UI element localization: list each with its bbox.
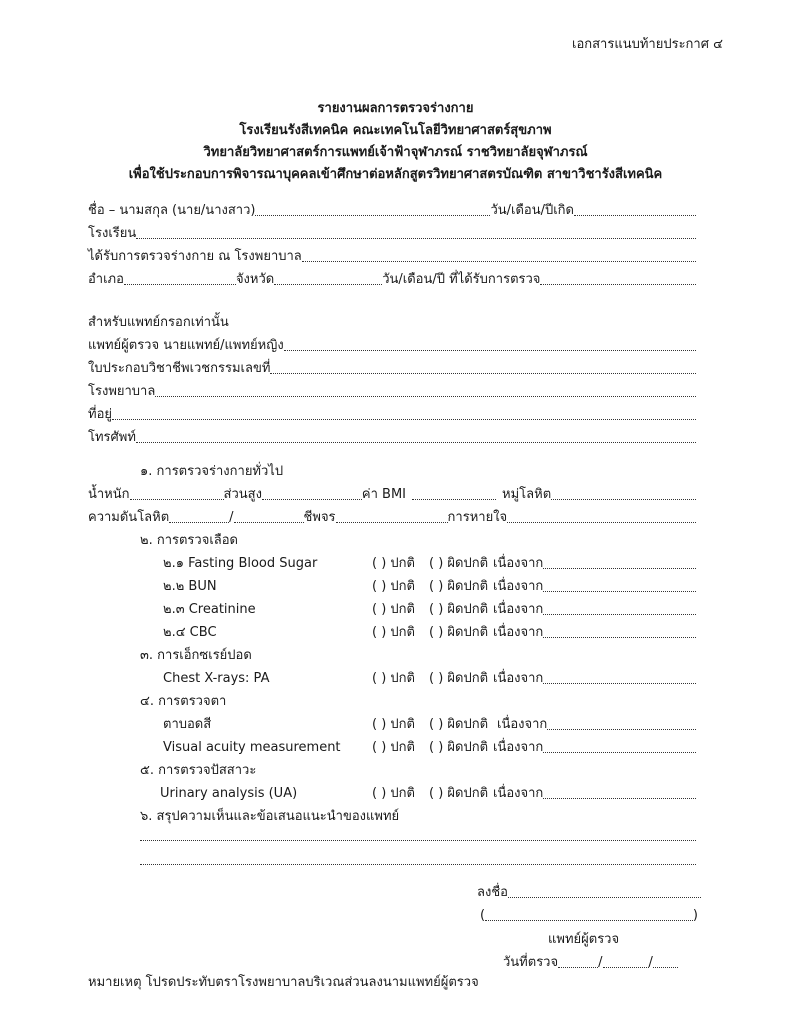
due-to-label: เนื่องจาก: [493, 556, 544, 571]
normal-option[interactable]: ( ) ปกติ: [372, 556, 415, 571]
date-sep-1: /: [598, 955, 603, 970]
normal-option[interactable]: ( ) ปกติ: [372, 786, 415, 801]
due-to-label: เนื่องจาก: [493, 786, 544, 801]
name-field[interactable]: [255, 215, 490, 216]
test-bun-label: ๒.๒ BUN: [163, 579, 217, 594]
attachment-label: เอกสารแนบท้ายประกาศ ๔: [572, 37, 723, 52]
eye-heading: ๔. การตรวจตา: [140, 694, 227, 709]
pulse-label: ชีพจร: [303, 510, 336, 525]
printed-name-row: [480, 908, 698, 924]
school-label: โรงเรียน: [88, 226, 137, 241]
page-title: รายงานผลการตรวจร่างกาย: [317, 101, 474, 116]
examiner-label: แพทย์ผู้ตรวจ นายแพทย์/แพทย์หญิง: [88, 338, 284, 353]
due-to-label: เนื่องจาก: [493, 602, 544, 617]
exam-hospital-row: [88, 249, 696, 265]
examiner-role: แพทย์ผู้ตรวจ: [548, 932, 620, 947]
address-label: ที่อยู่: [88, 407, 112, 422]
doctor-section-label: สำหรับแพทย์กรอกเท่านั้น: [88, 315, 229, 330]
test-cbc-options: [372, 625, 696, 641]
doctor-hospital-field[interactable]: [155, 396, 696, 397]
test-color-blind-options: [372, 717, 696, 733]
date-day-field[interactable]: [558, 967, 598, 968]
due-to-field[interactable]: [543, 568, 696, 569]
name-label: ชื่อ – นามสกุล (นาย/นางสาว): [88, 203, 256, 218]
resp-label: การหายใจ: [447, 510, 508, 525]
summary-line-2[interactable]: [140, 864, 696, 865]
school-row: [88, 226, 696, 242]
exam-hospital-label: ได้รับการตรวจร่างกาย ณ โรงพยาบาล: [88, 249, 302, 264]
test-creatinine-label: ๒.๓ Creatinine: [163, 602, 256, 617]
dob-field[interactable]: [574, 215, 696, 216]
bmi-field[interactable]: [412, 499, 496, 500]
due-to-field[interactable]: [543, 752, 696, 753]
summary-line-1[interactable]: [140, 840, 696, 841]
printed-name-field[interactable]: [485, 920, 693, 921]
due-to-field[interactable]: [543, 614, 696, 615]
signature-row: [477, 885, 701, 901]
test-creatinine-options: [372, 602, 696, 618]
exam-date-row: [503, 955, 678, 971]
paren-close: ): [692, 908, 698, 923]
date-month-field[interactable]: [603, 967, 649, 968]
normal-option[interactable]: ( ) ปกติ: [372, 602, 415, 617]
date-label: วันที่ตรวจ: [503, 955, 559, 970]
test-urinalysis-options: [372, 786, 696, 802]
abnormal-option[interactable]: ( ) ผิดปกติ: [428, 602, 489, 617]
general-heading: ๑. การตรวจร่างกายทั่วไป: [140, 464, 284, 479]
location-row: [88, 272, 696, 288]
test-chest-xray-label: Chest X-rays: PA: [163, 671, 270, 686]
address-field[interactable]: [112, 419, 696, 420]
date-year-field[interactable]: [653, 967, 678, 968]
school-field[interactable]: [136, 238, 696, 239]
province-label: จังหวัด: [235, 272, 275, 287]
test-urinalysis-label: Urinary analysis (UA): [160, 786, 298, 801]
due-to-field[interactable]: [543, 637, 696, 638]
weight-field[interactable]: [130, 499, 224, 500]
license-field[interactable]: [270, 373, 696, 374]
bp-systolic-field[interactable]: [169, 522, 229, 523]
sign-label: ลงชื่อ: [477, 885, 508, 900]
due-to-field[interactable]: [543, 798, 696, 799]
province-field[interactable]: [274, 284, 382, 285]
test-color-blind-label: ตาบอดสี: [163, 717, 212, 732]
phone-row: [88, 430, 696, 446]
doctor-hospital-row: [88, 384, 696, 400]
blood-group-label: หมู่โลหิต: [502, 487, 552, 502]
paren-open: (: [480, 908, 486, 923]
exam-date-field[interactable]: [540, 284, 696, 285]
test-visual-acuity-label: Visual acuity measurement: [163, 740, 341, 755]
due-to-label: เนื่องจาก: [497, 717, 548, 732]
due-to-field[interactable]: [543, 683, 696, 684]
bmi-label: ค่า BMI: [361, 487, 407, 502]
doctor-hospital-label: โรงพยาบาล: [88, 384, 156, 399]
resp-field[interactable]: [507, 522, 696, 523]
license-label: ใบประกอบวิชาชีพเวชกรรมเลขที่: [88, 361, 271, 376]
applicant-name-row: [88, 203, 696, 219]
header-line-4: เพื่อใช้ประกอบการพิจารณาบุคคลเข้าศึกษาต่อหลักสูตรวิทยาศาสตรบัณฑิต สาขาวิชารังสีเทคนิค: [128, 167, 663, 182]
exam-hospital-field[interactable]: [302, 261, 696, 262]
test-fbs-options: [372, 556, 696, 572]
abnormal-option[interactable]: ( ) ผิดปกติ: [428, 671, 489, 686]
normal-option[interactable]: ( ) ปกติ: [372, 740, 415, 755]
due-to-label: เนื่องจาก: [493, 671, 544, 686]
phone-field[interactable]: [136, 442, 696, 443]
height-field[interactable]: [262, 499, 362, 500]
urine-heading: ๕. การตรวจปัสสาวะ: [140, 763, 257, 778]
due-to-label: เนื่องจาก: [493, 740, 544, 755]
abnormal-option[interactable]: ( ) ผิดปกติ: [428, 786, 489, 801]
phone-label: โทรศัพท์: [88, 430, 136, 445]
license-row: [88, 361, 696, 377]
blood-heading: ๒. การตรวจเลือด: [140, 533, 238, 548]
test-visual-acuity-options: [372, 740, 696, 756]
abnormal-option[interactable]: ( ) ผิดปกติ: [428, 717, 489, 732]
header-line-2: โรงเรียนรังสีเทคนิค คณะเทคโนโลยีวิทยาศาสตร์สุขภาพ: [239, 123, 552, 138]
test-bun-options: [372, 579, 696, 595]
test-cbc-label: ๒.๔ CBC: [163, 625, 217, 640]
vitals-row-2: [88, 510, 696, 526]
normal-option[interactable]: ( ) ปกติ: [372, 625, 415, 640]
summary-heading: ๖. สรุปความเห็นและข้อเสนอแนะนำของแพทย์: [140, 809, 400, 824]
normal-option[interactable]: ( ) ปกติ: [372, 717, 415, 732]
district-label: อำเภอ: [88, 272, 124, 287]
normal-option[interactable]: ( ) ปกติ: [372, 579, 415, 594]
abnormal-option[interactable]: ( ) ผิดปกติ: [428, 740, 489, 755]
test-fbs-label: ๒.๑ Fasting Blood Sugar: [163, 556, 318, 571]
xray-heading: ๓. การเอ็กซเรย์ปอด: [140, 648, 252, 663]
abnormal-option[interactable]: ( ) ผิดปกติ: [428, 625, 489, 640]
normal-option[interactable]: ( ) ปกติ: [372, 671, 415, 686]
vitals-row-1: [88, 487, 696, 503]
bp-diastolic-field[interactable]: [234, 522, 304, 523]
due-to-label: เนื่องจาก: [493, 579, 544, 594]
district-field[interactable]: [124, 284, 236, 285]
abnormal-option[interactable]: ( ) ผิดปกติ: [428, 556, 489, 571]
due-to-field[interactable]: [547, 729, 696, 730]
date-sep-2: /: [648, 955, 653, 970]
blood-group-field[interactable]: [551, 499, 696, 500]
pulse-field[interactable]: [336, 522, 448, 523]
address-row: [88, 407, 696, 423]
examiner-field[interactable]: [284, 350, 696, 351]
signature-field[interactable]: [508, 897, 701, 898]
abnormal-option[interactable]: ( ) ผิดปกติ: [428, 579, 489, 594]
bp-separator: /: [229, 510, 234, 525]
dob-label: วัน/เดือน/ปีเกิด: [490, 203, 574, 218]
due-to-field[interactable]: [543, 591, 696, 592]
header-line-3: วิทยาลัยวิทยาศาสตร์การแพทย์เจ้าฟ้าจุฬาภรณ์ ราชวิทยาลัยจุฬาภรณ์: [203, 145, 588, 160]
bp-label: ความดันโลหิต: [88, 510, 170, 525]
due-to-label: เนื่องจาก: [493, 625, 544, 640]
height-label: ส่วนสูง: [223, 487, 262, 502]
exam-date-label: วัน/เดือน/ปี ที่ได้รับการตรวจ: [382, 272, 541, 287]
examiner-row: [88, 338, 696, 354]
weight-label: น้ำหนัก: [88, 487, 130, 502]
test-chest-xray-options: [372, 671, 696, 687]
footer-note: หมายเหตุ โปรดประทับตราโรงพยาบาลบริเวณส่วนลงนามแพทย์ผู้ตรวจ: [88, 975, 479, 990]
